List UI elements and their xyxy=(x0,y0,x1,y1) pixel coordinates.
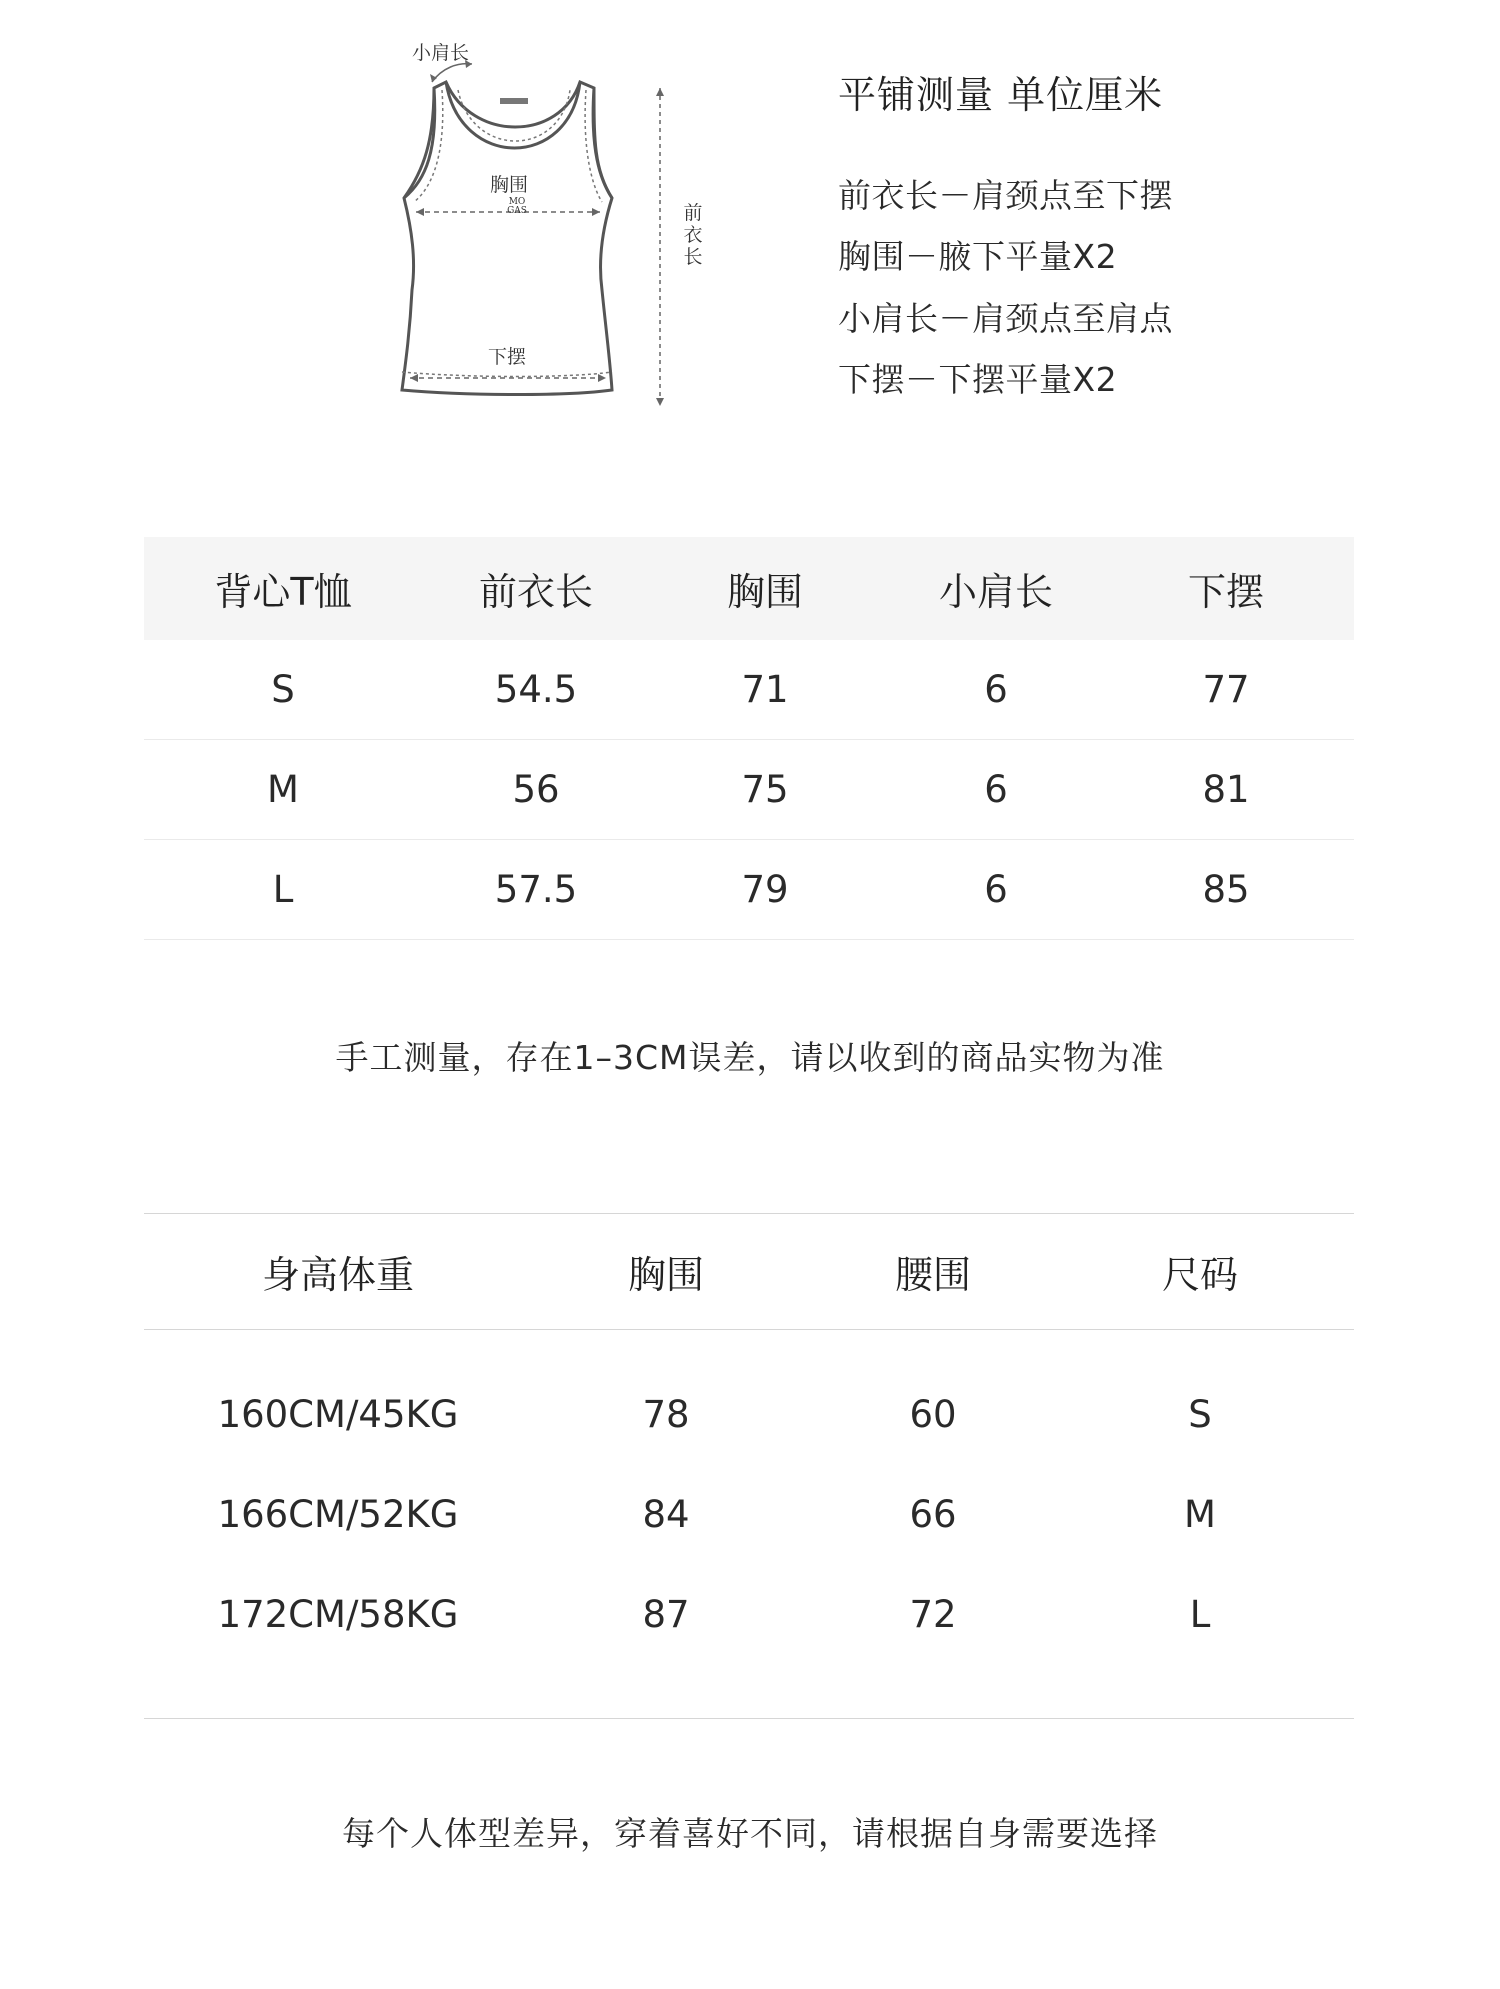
table-cell: 160CM/45KG xyxy=(217,1392,459,1436)
header-cell: 下摆 xyxy=(1187,570,1264,614)
table-row xyxy=(144,740,1354,840)
recommendation-table-header xyxy=(144,1214,1354,1330)
table-cell: 172CM/58KG xyxy=(217,1592,459,1636)
fit-note: 每个人体型差异，穿着喜好不同，请根据自身需要选择 xyxy=(342,1814,1158,1853)
garment-diagram xyxy=(380,30,740,420)
header-cell: 身高体重 xyxy=(261,1253,414,1297)
logo-text: MO GAS xyxy=(507,197,527,216)
size-table xyxy=(144,537,1354,940)
table-cell: 84 xyxy=(642,1492,690,1536)
table-cell: 85 xyxy=(1202,868,1250,911)
table-cell: 72 xyxy=(909,1592,957,1636)
header-cell: 前衣长 xyxy=(478,570,593,614)
length-label: 前衣长 xyxy=(683,202,703,268)
table-cell: L xyxy=(1189,1592,1211,1636)
table-cell: 71 xyxy=(741,668,789,711)
table-cell: L xyxy=(272,868,294,911)
recommendation-table xyxy=(144,1213,1354,1719)
table-cell: 6 xyxy=(984,668,1008,711)
table-cell: 60 xyxy=(909,1392,957,1436)
legend-hem: 下摆－下摆平量X2 xyxy=(838,360,1118,399)
table-cell: 57.5 xyxy=(494,868,578,911)
measure-title: 平铺测量 单位厘米 xyxy=(838,73,1164,117)
chest-label: 胸围 xyxy=(490,174,529,196)
table-cell: S xyxy=(271,668,295,711)
table-cell: 75 xyxy=(741,768,789,811)
table-cell: 6 xyxy=(984,768,1008,811)
table-cell: M xyxy=(267,768,299,811)
table-row xyxy=(144,640,1354,740)
table-cell: 87 xyxy=(642,1592,690,1636)
header-cell: 腰围 xyxy=(894,1253,971,1297)
table-cell: 6 xyxy=(984,868,1008,911)
size-table-header xyxy=(144,537,1354,640)
legend-shoulder: 小肩长－肩颈点至肩点 xyxy=(838,299,1173,338)
table-cell: 78 xyxy=(642,1392,690,1436)
shoulder-label: 小肩长 xyxy=(412,42,470,64)
header-cell: 胸围 xyxy=(726,570,803,614)
table-cell: 77 xyxy=(1202,668,1250,711)
table-cell: S xyxy=(1188,1392,1212,1436)
header-cell: 小肩长 xyxy=(938,570,1053,614)
table-cell: 79 xyxy=(741,868,789,911)
recommendation-table-body xyxy=(144,1330,1354,1719)
legend-length: 前衣长－肩颈点至下摆 xyxy=(838,176,1173,215)
legend-chest: 胸围－腋下平量X2 xyxy=(838,237,1118,276)
table-row xyxy=(144,840,1354,940)
table-cell: 81 xyxy=(1202,768,1250,811)
hem-label: 下摆 xyxy=(488,346,527,368)
table-row xyxy=(144,1364,1354,1464)
table-row xyxy=(144,1564,1354,1664)
header-cell: 胸围 xyxy=(627,1253,704,1297)
table-row xyxy=(144,1464,1354,1564)
header-cell: 背心T恤 xyxy=(214,570,352,614)
table-cell: 54.5 xyxy=(494,668,578,711)
table-cell: 66 xyxy=(909,1492,957,1536)
table-cell: 56 xyxy=(512,768,560,811)
measurement-note: 手工测量，存在1–3CM误差，请以收到的商品实物为准 xyxy=(335,1038,1165,1077)
table-cell: M xyxy=(1184,1492,1216,1536)
table-cell: 166CM/52KG xyxy=(217,1492,459,1536)
header-cell: 尺码 xyxy=(1161,1253,1238,1297)
